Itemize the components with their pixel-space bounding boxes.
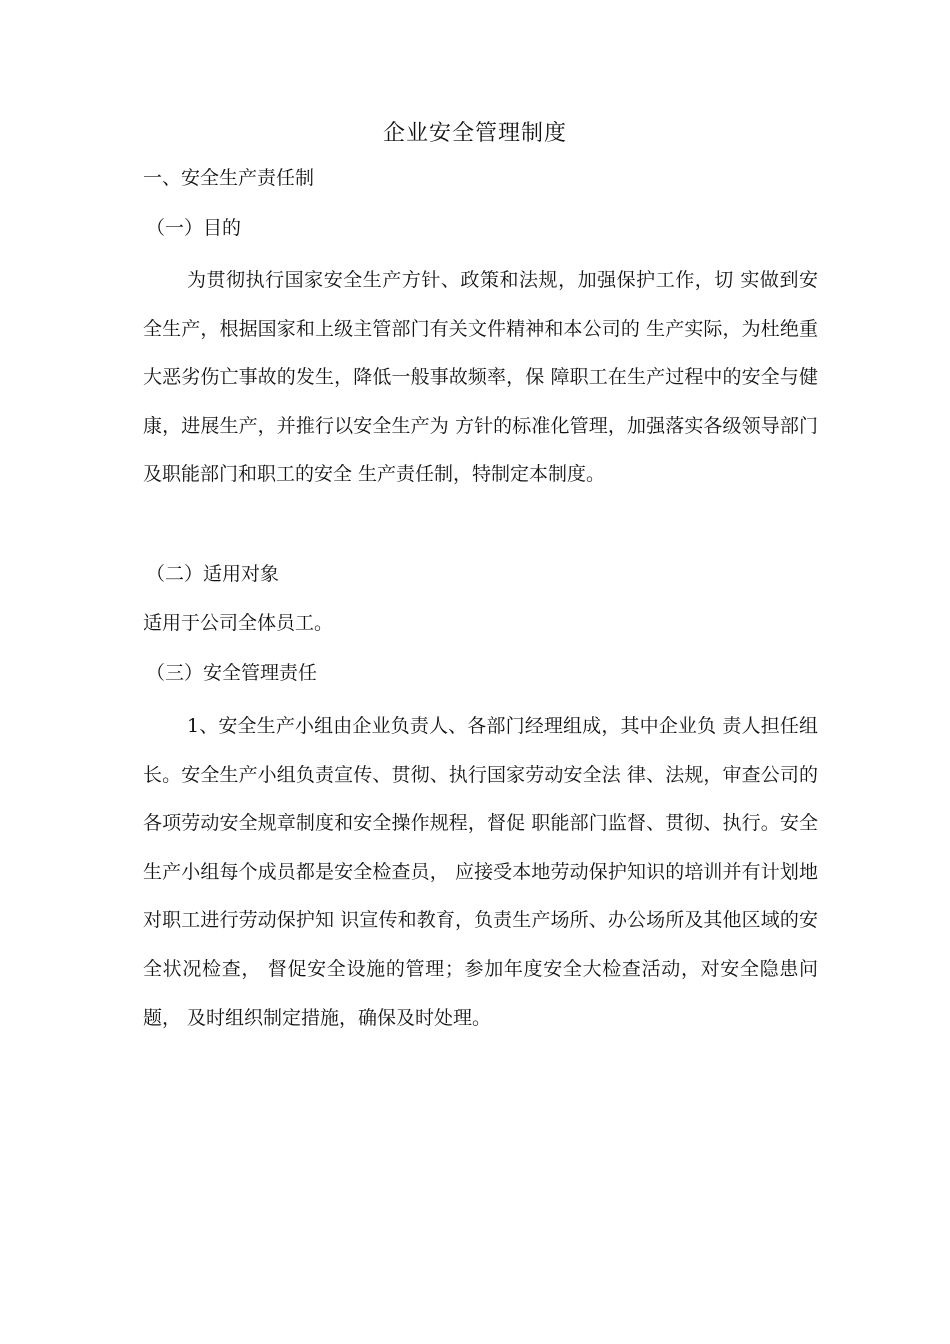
scope-text: 适用于公司全体员工。 xyxy=(143,612,334,634)
purpose-paragraph: 为贯彻执行国家安全生产方针、政策和法规，加强保护工作，切 实做到安全生产，根据国家和上级主管部门有关文件精神和本公司的 生产实际，为杜绝重大恶劣伤亡事故的发生，降低一般事故频率，保 障职工在生产过程中的安全与健康，进展生产，并推行以安全生产为 方针的标准化管理，加强落实各级领导部门及职能部门和职工的安全 生产责任制，特制定本制度。 xyxy=(143,269,818,486)
subsection-heading-scope: （二）适用对象 xyxy=(146,563,280,585)
document-title: 企业安全管理制度 xyxy=(382,121,567,146)
subsection-heading-purpose: （一）目的 xyxy=(146,217,242,239)
subsection-heading-safety-responsibility: （三）安全管理责任 xyxy=(146,662,318,684)
safety-responsibility-paragraph: 1、安全生产小组由企业负责人、各部门经理组成，其中企业负 责人担任组长。安全生产小组负责宣传、贯彻、执行国家劳动安全法 律、法规，审查公司的各项劳动安全规章制度和安全操作规程，督促 职能部门监督、贯彻、执行。安全生产小组每个成员都是安全检查员， 应接受本地劳动保护知识的培训并有计划地对职工进行劳动保护知 识宣传和教育，负责生产场所、办公场所及其他区域的安全状况检查， 督促安全设施的管理；参加年度安全大检查活动，对安全隐患问题， 及时组织制定措施，确保及时处理。 xyxy=(143,715,818,1029)
section-heading-responsibility-system: 一、安全生产责任制 xyxy=(143,167,315,189)
